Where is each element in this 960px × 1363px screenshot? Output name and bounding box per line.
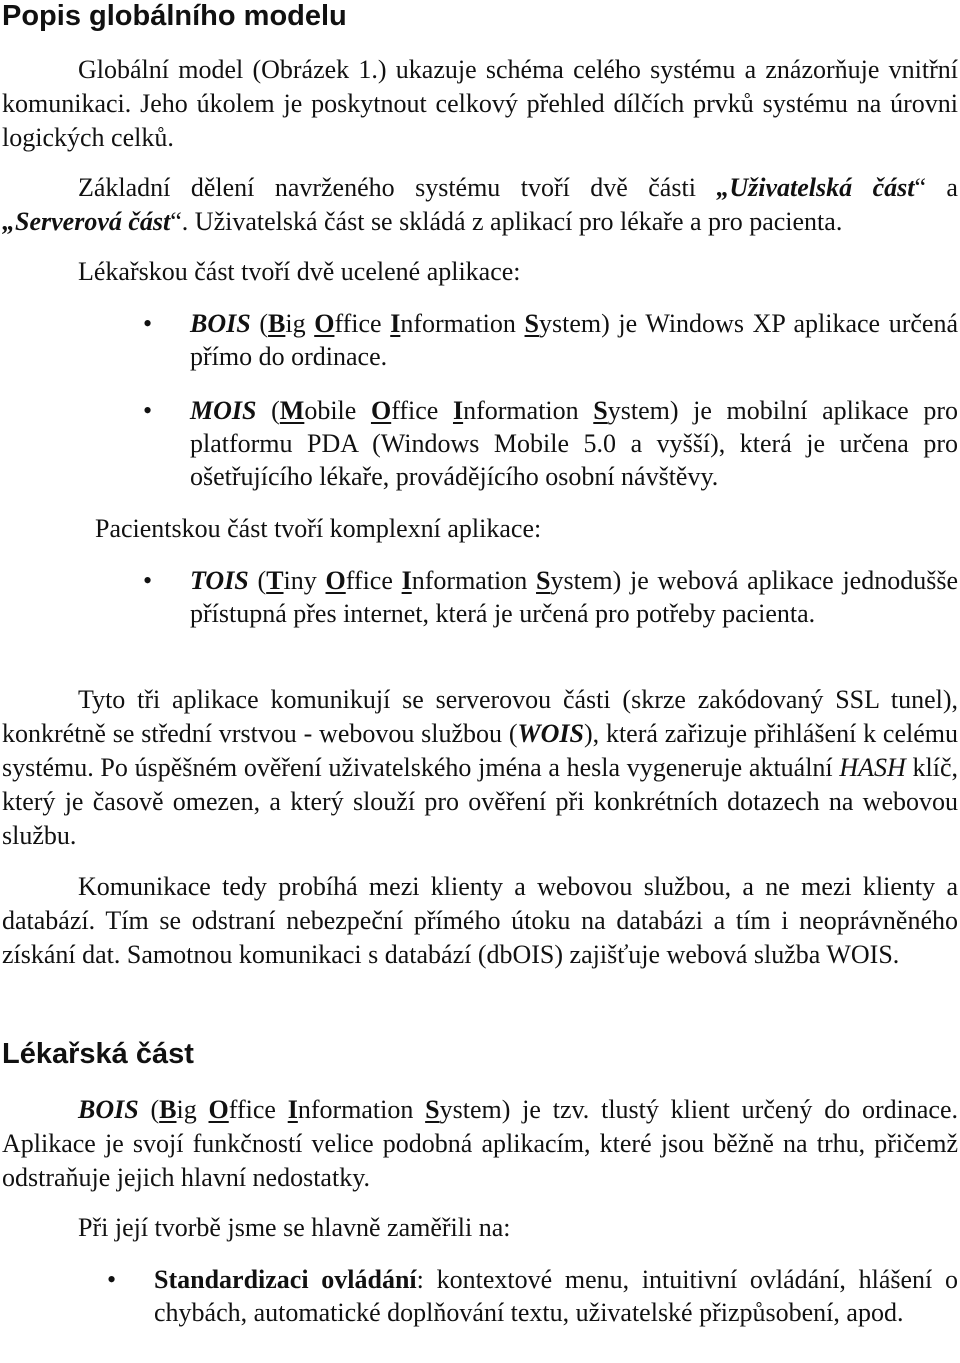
bullet-text: nformation: [463, 396, 594, 425]
acronym-letter: I: [452, 396, 464, 425]
term-user-part: „Uživatelská část: [716, 173, 915, 202]
acronym-letter: M: [279, 396, 305, 425]
bullet-text: ystem) je Windows XP aplikace určená přímo do ordinace.: [190, 309, 958, 371]
app-name-bois: BOIS: [78, 1095, 139, 1124]
app-name-mois: MOIS: [190, 396, 257, 425]
bullet-icon: •: [143, 396, 153, 425]
bullet-icon: •: [107, 1265, 117, 1294]
paragraph-text: Komunikace tedy probíhá mezi klienty a webovou službou, a ne mezi klienty a databází. Tím se odstraní nebezpeční přímého útoku na databázi a tím i neoprávněného získání dat. Samotnou komunikaci s databází (dbOIS) zajišťuje webová služba WOIS.: [2, 872, 958, 969]
paragraph-communication: [2, 683, 958, 853]
bullet-item-mois: MOIS (Mobile Office Information System) je mobilní aplikace pro platformu PDA (Windows Mobile 5.0 a vyšší), která je určena pro ošetřujícího lékaře, provádějícího osobní návštěvy.: [190, 396, 958, 491]
paragraph-text: ig: [176, 1095, 209, 1124]
acronym-letter: S: [593, 396, 608, 425]
paragraph-text: Základní dělení navrženého systému tvoří dvě části: [78, 173, 717, 202]
paragraph-text: ffice: [228, 1095, 288, 1124]
acronym-letter: O: [370, 396, 392, 425]
bullet-text: : kontextové menu, intuitivní ovládání, hlášení o chybách, automatické doplňování textu, uživatelské přizpůsobení, apod.: [154, 1265, 958, 1327]
paragraph-doctor-apps-intro: Lékařskou část tvoří dvě ucelené aplikace:: [78, 257, 521, 286]
acronym-letter: I: [287, 1095, 298, 1124]
paragraph-client-communication: [2, 870, 958, 972]
acronym-letter: B: [268, 309, 286, 338]
bullet-item-standardization: [154, 1263, 958, 1329]
paragraph-text: ystem) je tzv. tlustý klient určený do ordinace. Aplikace je svojí funkčností velice podobná aplikacím, které jsou běžně na trhu, přičemž odstraňuje jejich hlavní nedostatky.: [2, 1095, 958, 1192]
paragraph-text: Tyto tři aplikace komunikují se serverovou části (skrze zakódovaný SSL tunel), konkrétně se střední vrstvou - webovou službou (: [2, 685, 958, 748]
bullet-text: ffice: [345, 566, 402, 595]
bullet-text: ig: [285, 309, 315, 338]
section-heading-doctor-part: Lékařská část: [2, 1038, 194, 1070]
app-name-tois: TOIS: [190, 566, 249, 595]
paragraph-text: nformation: [297, 1095, 426, 1124]
bullet-text: ystem) je mobilní aplikace pro platformu PDA (Windows Mobile 5.0 a vyšší), která je určena pro ošetřujícího lékaře, provádějícího osobní návštěvy.: [190, 396, 958, 491]
term-wois: WOIS: [517, 719, 584, 748]
bullet-text: ffice: [391, 396, 453, 425]
acronym-letter: I: [401, 566, 412, 595]
bullet-bold-label: Standardizaci ovládání: [154, 1265, 417, 1294]
acronym-letter: B: [159, 1095, 177, 1124]
acronym-letter: T: [266, 566, 284, 595]
acronym-letter: O: [208, 1095, 229, 1124]
paragraph-system-division: [2, 171, 958, 239]
bullet-item-tois: TOIS (Tiny Office Information System) je webová aplikace jednodušše přístupná přes internet, která je určená pro potřeby pacienta.: [190, 566, 958, 628]
paragraph-patient-apps-intro: Pacientskou část tvoří komplexní aplikace:: [95, 514, 542, 543]
acronym-letter: O: [314, 309, 335, 338]
bullet-item-bois: BOIS (Big Office Information System) je Windows XP aplikace určená přímo do ordinace.: [190, 309, 958, 371]
acronym-letter: O: [325, 566, 346, 595]
app-name-bois: BOIS: [190, 309, 251, 338]
paragraph-text: ), která zařizuje přihlášení k celému systému. Po úspěšném ověření uživatelského jména a hesla vygeneruje aktuální: [2, 719, 958, 782]
bullet-text: nformation: [400, 309, 525, 338]
acronym-letter: I: [390, 309, 401, 338]
paragraph-text: klíč, který je časově omezen, a který slouží pro ověření při konkrétních dotazech na webovou službu.: [2, 753, 958, 850]
bullet-text: nformation: [411, 566, 537, 595]
bullet-text: ystem) je webová aplikace jednodušše přístupná přes internet, která je určená pro potřeby pacienta.: [190, 566, 958, 628]
term-server-part: „Serverová část: [2, 207, 171, 236]
paragraph-text: “. Uživatelská část se skládá z aplikací pro lékaře a pro pacienta.: [170, 207, 843, 236]
acronym-letter: S: [524, 309, 539, 338]
term-hash: HASH: [839, 753, 906, 782]
acronym-letter: S: [536, 566, 551, 595]
paragraph-text: “ a: [914, 173, 958, 202]
bullet-text: iny: [283, 566, 326, 595]
bullet-text: ffice: [334, 309, 391, 338]
bullet-icon: •: [143, 566, 153, 595]
paragraph-text: Globální model (Obrázek 1.) ukazuje schéma celého systému a znázorňuje vnitřní komunikaci. Jeho úkolem je poskytnout celkový přehled dílčích prvků systému na úrovni logických celků.: [2, 55, 958, 152]
acronym-letter: S: [425, 1095, 440, 1124]
bullet-text: obile: [304, 396, 371, 425]
paragraph-focus-intro: Při její tvorbě jsme se hlavně zaměřili na:: [78, 1213, 511, 1242]
paragraph-bois-description: BOIS (Big Office Information System) je tzv. tlustý klient určený do ordinace. Aplikace je svojí funkčností velice podobná aplikacím, které jsou běžně na trhu, přičemž odstraňuje jejich hlavní nedostatky.: [2, 1095, 958, 1192]
bullet-icon: •: [143, 309, 153, 338]
paragraph-global-model: [2, 53, 958, 155]
section-heading-global-model: Popis globálního modelu: [2, 0, 347, 32]
